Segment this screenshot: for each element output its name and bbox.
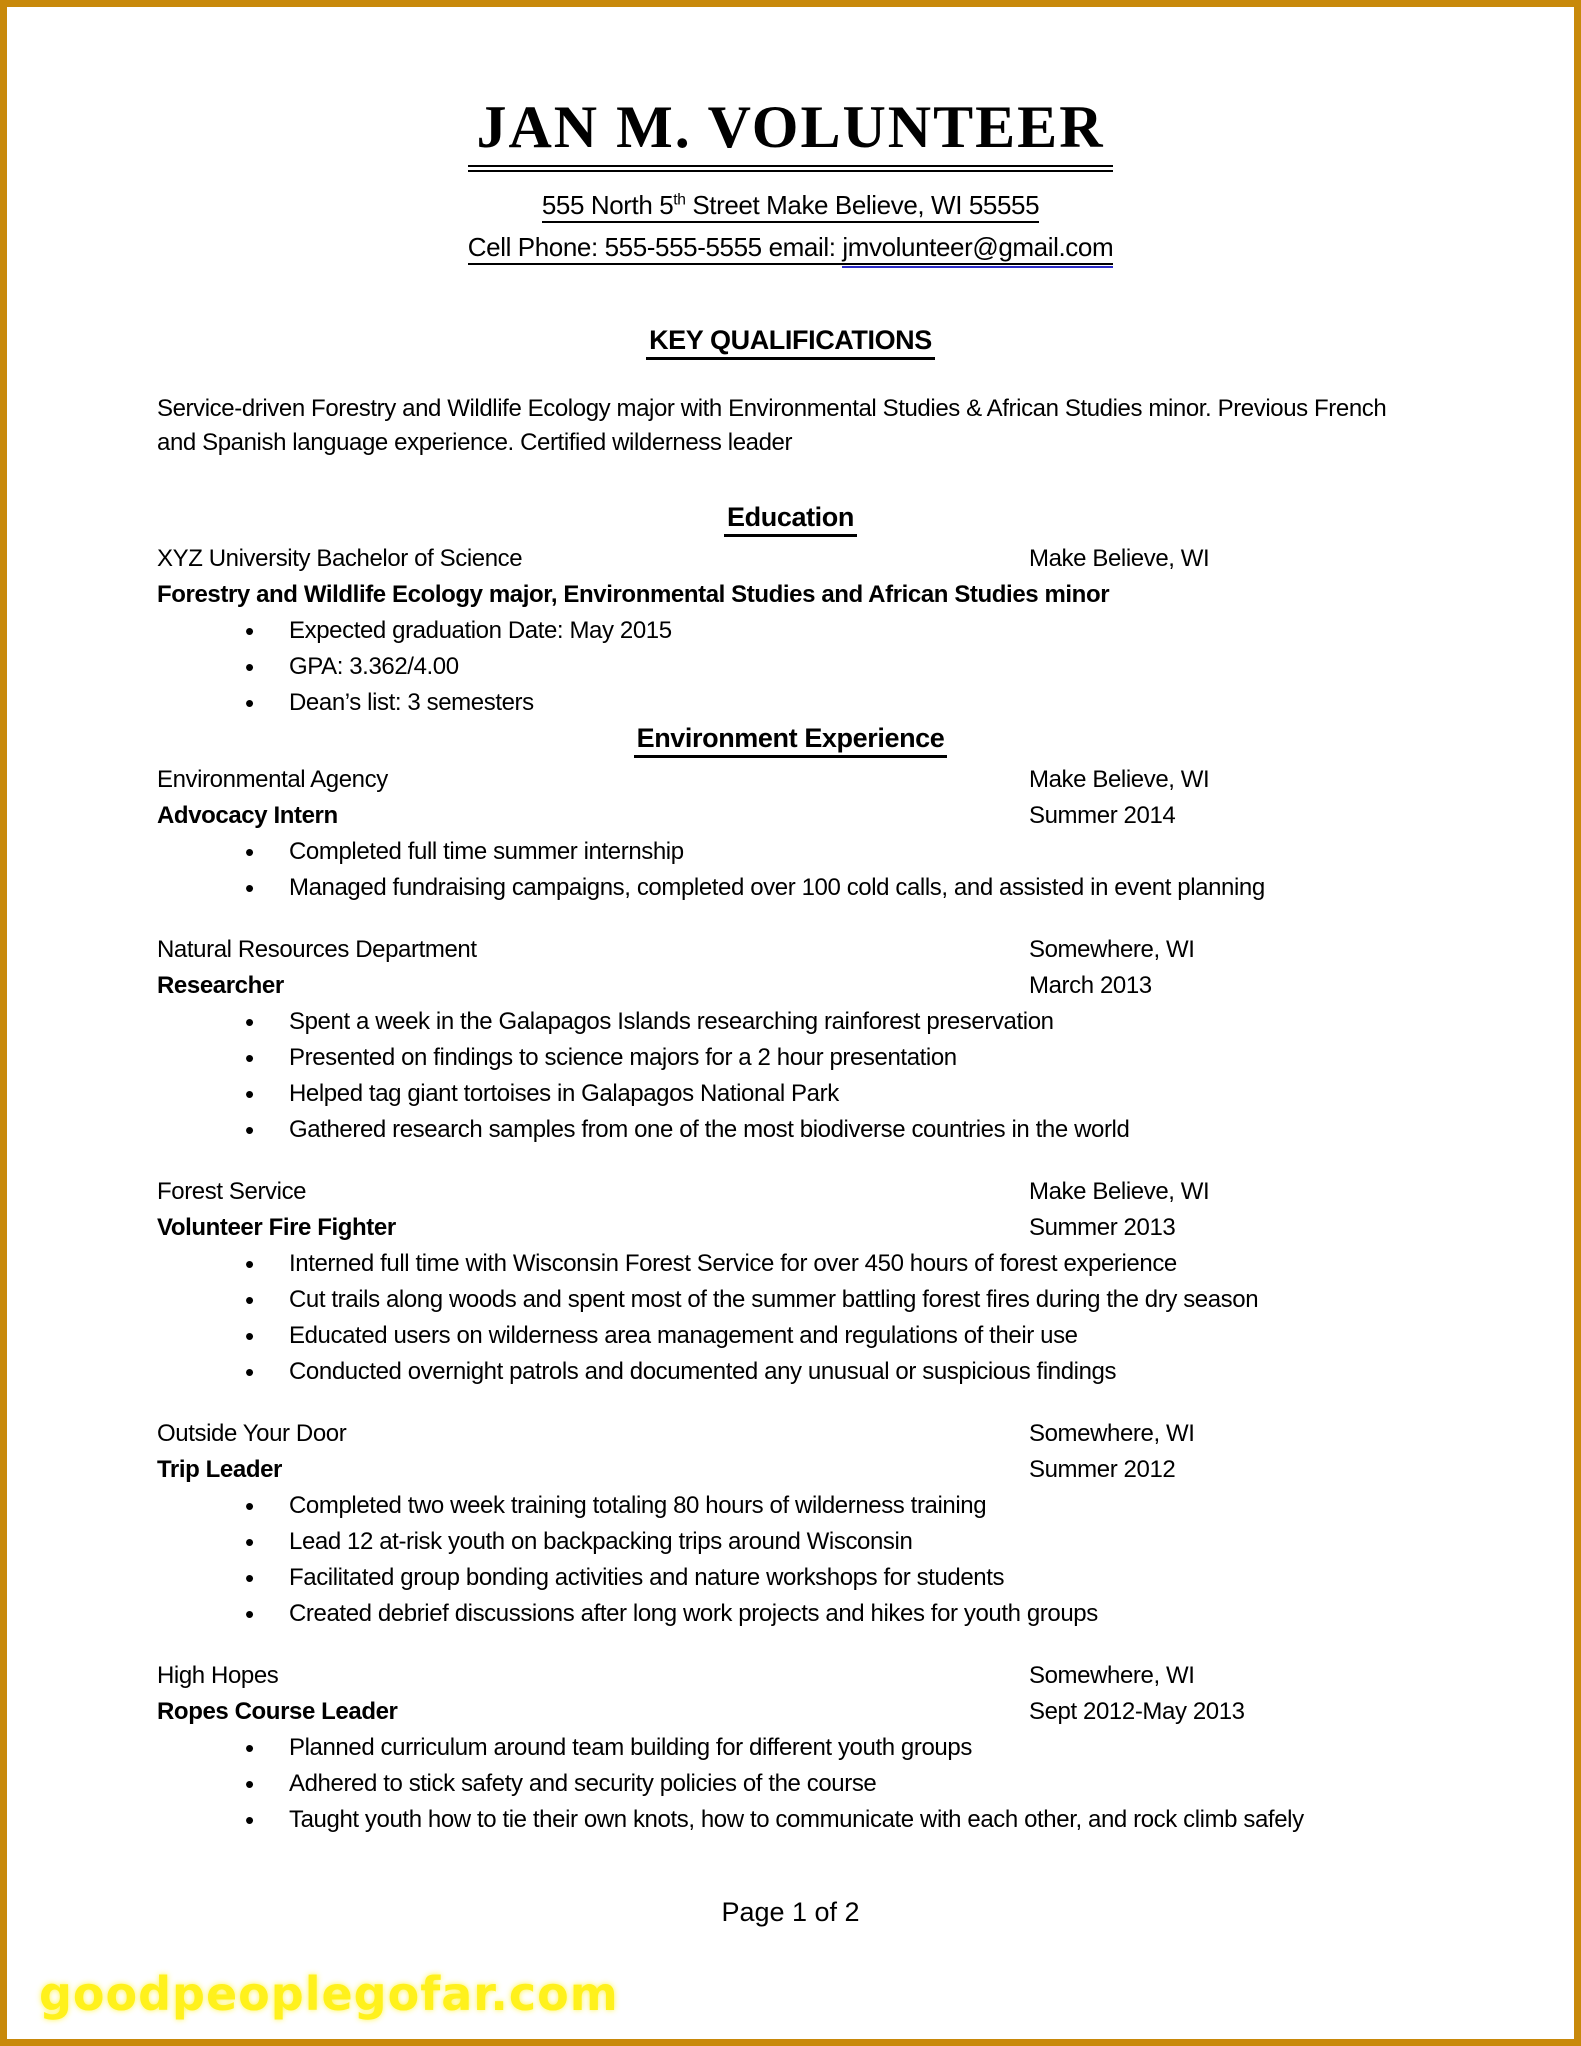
bullet-text: Created debrief discussions after long work projects and hikes for youth groups bbox=[289, 1599, 1098, 1627]
job-bullet-list bbox=[157, 1246, 1424, 1390]
job-title-row bbox=[157, 1694, 1424, 1730]
page-number: Page 1 of 2 bbox=[721, 1897, 860, 1927]
job-location: Make Believe, WI bbox=[1029, 1177, 1210, 1205]
bullet-item bbox=[157, 1802, 1424, 1838]
job-title: Researcher bbox=[157, 971, 284, 999]
job-org-row bbox=[157, 932, 1424, 968]
education-heading-text: Education bbox=[724, 502, 857, 537]
bullet-item bbox=[157, 1560, 1424, 1596]
watermark-text: goodpeoplegofar.com bbox=[39, 1967, 619, 2021]
job-org: Forest Service bbox=[157, 1177, 307, 1205]
candidate-name: JAN M. VOLUNTEER bbox=[468, 93, 1112, 172]
job-location: Somewhere, WI bbox=[1029, 1419, 1195, 1447]
bullet-text: Expected graduation Date: May 2015 bbox=[289, 616, 672, 644]
bullet-text: Conducted overnight patrols and documented any unusual or suspicious findings bbox=[289, 1357, 1117, 1385]
bullet-text: Lead 12 at-risk youth on backpacking trips around Wisconsin bbox=[289, 1527, 913, 1555]
resume-content bbox=[7, 7, 1574, 1838]
job-title-row bbox=[157, 1210, 1424, 1246]
bullet-text: Taught youth how to tie their own knots, how to communicate with each other, and rock climb safely bbox=[289, 1805, 1304, 1833]
key-qualifications-heading-text: KEY QUALIFICATIONS bbox=[646, 325, 935, 360]
education-major-row bbox=[157, 577, 1424, 613]
bullet-item bbox=[157, 1040, 1424, 1076]
address-rest: Street Make Believe, WI 55555 bbox=[685, 189, 1040, 220]
bullet-text: Dean’s list: 3 semesters bbox=[289, 688, 534, 716]
job-title: Volunteer Fire Fighter bbox=[157, 1213, 396, 1241]
bullet-text: Adhered to stick safety and security policies of the course bbox=[289, 1769, 877, 1797]
address-number: 555 North 5 bbox=[541, 189, 674, 220]
job-org: Outside Your Door bbox=[157, 1419, 347, 1447]
job-block-forest-service bbox=[157, 1174, 1424, 1390]
job-org-row bbox=[157, 762, 1424, 798]
bullet-item bbox=[157, 834, 1424, 870]
contact-prefix: Cell Phone: 555-555-5555 email: bbox=[467, 231, 843, 262]
job-dates: March 2013 bbox=[1029, 971, 1152, 999]
job-block-natural-resources bbox=[157, 932, 1424, 1148]
bullet-item bbox=[157, 1112, 1424, 1148]
job-block-outside-your-door bbox=[157, 1416, 1424, 1632]
bullet-item bbox=[157, 1354, 1424, 1390]
job-bullet-list bbox=[157, 1488, 1424, 1632]
job-org-row bbox=[157, 1174, 1424, 1210]
bullet-text: Helped tag giant tortoises in Galapagos National Park bbox=[289, 1079, 839, 1107]
job-org: Environmental Agency bbox=[157, 765, 388, 793]
job-org: Natural Resources Department bbox=[157, 935, 477, 963]
job-dates: Summer 2013 bbox=[1029, 1213, 1176, 1241]
bullet-item bbox=[157, 1524, 1424, 1560]
bullet-text: Managed fundraising campaigns, completed over 100 cold calls, and assisted in event planning bbox=[289, 873, 1265, 901]
bullet-text: Completed two week training totaling 80 hours of wilderness training bbox=[289, 1491, 987, 1519]
job-location: Somewhere, WI bbox=[1029, 935, 1195, 963]
bullet-item bbox=[157, 1730, 1424, 1766]
education-school: XYZ University Bachelor of Science bbox=[157, 544, 523, 572]
bullet-item bbox=[157, 613, 1424, 649]
bullet-item bbox=[157, 1488, 1424, 1524]
address-text bbox=[542, 190, 1039, 223]
address-ordinal: th bbox=[673, 191, 686, 208]
job-title: Advocacy Intern bbox=[157, 801, 338, 829]
bullet-text: Cut trails along woods and spent most of the summer battling forest fires during the dry season bbox=[289, 1285, 1259, 1313]
job-bullet-list bbox=[157, 834, 1424, 906]
job-bullet-list bbox=[157, 1004, 1424, 1148]
bullet-text: Completed full time summer internship bbox=[289, 837, 684, 865]
email-link[interactable]: jmvolunteer@gmail.com bbox=[842, 232, 1113, 268]
resume-header bbox=[157, 93, 1424, 172]
job-block-high-hopes bbox=[157, 1658, 1424, 1838]
key-qualifications-heading bbox=[157, 325, 1424, 360]
experience-heading-text: Environment Experience bbox=[634, 723, 948, 758]
education-school-row bbox=[157, 541, 1424, 577]
experience-heading bbox=[157, 723, 1424, 758]
bullet-item bbox=[157, 1766, 1424, 1802]
bullet-text: Gathered research samples from one of the most biodiverse countries in the world bbox=[289, 1115, 1130, 1143]
education-heading bbox=[157, 502, 1424, 537]
job-org: High Hopes bbox=[157, 1661, 279, 1689]
job-title-row bbox=[157, 968, 1424, 1004]
bullet-text: GPA: 3.362/4.00 bbox=[289, 652, 459, 680]
job-block-environmental-agency bbox=[157, 762, 1424, 906]
education-bullet-list bbox=[157, 613, 1424, 721]
contact-text bbox=[468, 232, 1113, 265]
bullet-item bbox=[157, 649, 1424, 685]
contact-line bbox=[157, 231, 1424, 263]
key-qualifications-text: Service-driven Forestry and Wildlife Ecology major with Environmental Studies & African Studies minor. Previous French and Spanish language experience. Certified wilderness leader bbox=[157, 394, 1387, 456]
bullet-item bbox=[157, 1004, 1424, 1040]
job-title-row bbox=[157, 798, 1424, 834]
job-dates: Summer 2012 bbox=[1029, 1455, 1176, 1483]
education-location: Make Believe, WI bbox=[1029, 544, 1210, 572]
job-title-row bbox=[157, 1452, 1424, 1488]
job-org-row bbox=[157, 1416, 1424, 1452]
job-location: Somewhere, WI bbox=[1029, 1661, 1195, 1689]
job-bullet-list bbox=[157, 1730, 1424, 1838]
job-location: Make Believe, WI bbox=[1029, 765, 1210, 793]
bullet-item bbox=[157, 870, 1424, 906]
bullet-text: Interned full time with Wisconsin Forest Service for over 450 hours of forest experience bbox=[289, 1249, 1177, 1277]
bullet-item bbox=[157, 1282, 1424, 1318]
bullet-item bbox=[157, 1246, 1424, 1282]
job-org-row bbox=[157, 1658, 1424, 1694]
job-dates: Sept 2012-May 2013 bbox=[1029, 1697, 1245, 1725]
bullet-text: Planned curriculum around team building for different youth groups bbox=[289, 1733, 972, 1761]
bullet-item bbox=[157, 685, 1424, 721]
bullet-text: Presented on findings to science majors for a 2 hour presentation bbox=[289, 1043, 957, 1071]
education-major: Forestry and Wildlife Ecology major, Environmental Studies and African Studies minor bbox=[157, 580, 1110, 608]
job-title: Ropes Course Leader bbox=[157, 1697, 398, 1725]
bullet-text: Spent a week in the Galapagos Islands researching rainforest preservation bbox=[289, 1007, 1054, 1035]
job-dates: Summer 2014 bbox=[1029, 801, 1176, 829]
bullet-text: Facilitated group bonding activities and nature workshops for students bbox=[289, 1563, 1005, 1591]
bullet-item bbox=[157, 1596, 1424, 1632]
job-title: Trip Leader bbox=[157, 1455, 282, 1483]
bullet-text: Educated users on wilderness area management and regulations of their use bbox=[289, 1321, 1078, 1349]
bullet-item bbox=[157, 1076, 1424, 1112]
bullet-item bbox=[157, 1318, 1424, 1354]
address-line bbox=[157, 184, 1424, 221]
